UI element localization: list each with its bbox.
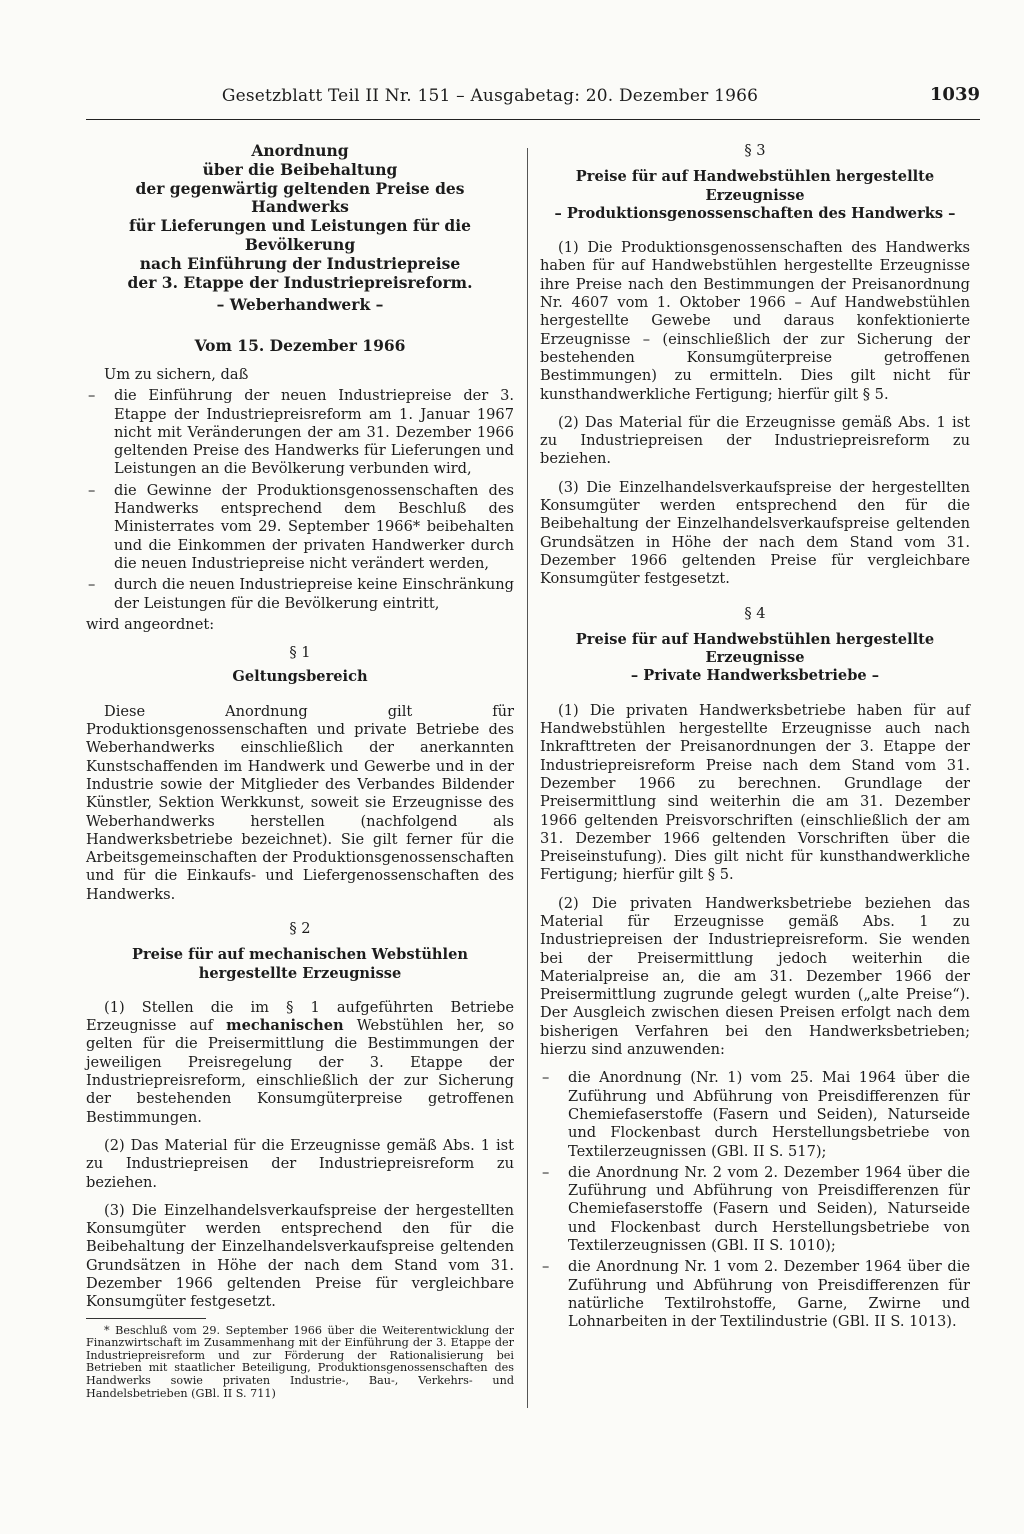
heading-line: – Produktionsgenossenschaften des Handwerks – — [554, 204, 956, 222]
list-item: – durch die neuen Industriepreise keine Einschränkung der Leistungen für die Bevölkerung eintritt, — [86, 576, 514, 613]
section-3-para-2: (2) Das Material für die Erzeugnisse gemäß Abs. 1 ist zu Industriepreisen der Industriepreisreform zu beziehen. — [540, 413, 970, 468]
title-line: Anordnung — [251, 141, 349, 160]
section-4-heading — [540, 631, 970, 686]
intro-text: Um zu sichern, daß — [104, 365, 249, 383]
page-number: 1039 — [929, 84, 980, 105]
heading-line: hergestellte Erzeugnisse — [198, 964, 402, 982]
section-3-number: § 3 — [744, 142, 766, 159]
document-date: Vom 15. Dezember 1966 — [194, 336, 406, 356]
footnote-rule — [86, 1318, 206, 1319]
title-line: nach Einführung der Industriepreise — [139, 253, 461, 273]
document-subtitle: – Weberhandwerk – — [216, 295, 384, 315]
column-divider — [527, 148, 528, 1408]
text-run: Webstühlen her, so gelten für die Preisermittlung die Bestimmungen der jeweiligen Preisregelung der 3. Etappe der Industriepreisreform, einschließlich der zur Sicherung der bestehenden Konsumgüterpreise getroffenen Bestimmungen. — [86, 1017, 514, 1126]
page-header — [90, 86, 980, 116]
running-header: Gesetzblatt Teil II Nr. 151 – Ausgabetag: 20. Dezember 1966 — [221, 86, 759, 106]
section-4-para-1: (1) Die privaten Handwerksbetriebe haben für auf Handwebstühlen hergestellte Erzeugnisse auch nach Inkrafttreten der Preisanordnungen der 3. Etappe der Industriepreisreform Preise nach dem Stand vom 31. Dezember 1966 zu berechnen. Grundlage der Preisermittlung sind weiterhin die am 31. Dezember 1966 geltenden Preisvorschriften (einschließlich der am 31. Dezember 1966 geltenden Vorschriften über die Preiseinstufung). Dies gilt nicht für kunsthandwerkliche Fertigung; hierfür gilt § 5. — [540, 701, 970, 884]
list-item: – die Einführung der neuen Industriepreise der 3. Etappe der Industriepreisreform am 1. Januar 1967 nicht mit Veränderungen der am 31. Dezember 1966 geltenden Preise des Handwerks für Lieferungen und Leistungen an die Bevölkerung verbunden wird, — [86, 387, 514, 478]
text-run: (1) Stellen die im § 1 aufgeführten Betriebe Erzeugnisse auf — [86, 998, 514, 1035]
section-3-heading — [540, 168, 970, 223]
list-item: – die Gewinne der Produktionsgenossenschaften des Handwerks entsprechend dem Beschluß des Ministerrates vom 29. September 1966* beibehalten und die Einkommen der privaten Handwerker durch die neuen Industriepreise nicht verändert werden, — [86, 482, 514, 573]
section-3-para-1: (1) Die Produktionsgenossenschaften des Handwerks haben für auf Handwebstühlen hergestellte Erzeugnisse ihre Preise nach den Bestimmungen der Preisanordnung Nr. 4607 vom 1. Oktober 1966 – Auf Handwebstühlen hergestellte Gewebe und daraus konfektionierte Erzeugnisse – (einschließlich der zur Sicherung der bestehenden Konsumgüterpreise getroffenen Bestimmungen) zu ermitteln. Dies gilt nicht für kunsthandwerkliche Fertigung; hierfür gilt § 5. — [540, 239, 970, 403]
right-column — [540, 142, 970, 1335]
title-line: der gegenwärtig geltenden Preise des Handwerks — [135, 178, 465, 217]
left-column — [86, 142, 514, 1400]
heading-line: – Private Handwerksbetriebe – — [630, 667, 880, 685]
section-1-text: Diese Anordnung gilt für Produktionsgenossenschaften und private Betriebe des Weberhandwerks einschließlich der anerkannten Kunstschaffenden im Handwerk und Gewerbe und in der Industrie sowie der Mitglieder des Verbandes Bildender Künstler, Sektion Werkkunst, soweit sie Erzeugnisse des Weberhandwerks herstellen (nachfolgend als Handwerksbetriebe bezeichnet). Sie gilt ferner für die Arbeitsgemeinschaften der Produktionsgenossenschaften und für die Einkaufs- und Liefergenossenschaften des Handwerks. — [86, 702, 514, 903]
title-line: über die Beibehaltung — [202, 159, 398, 179]
section-2-number: § 2 — [289, 919, 311, 937]
section-4-para-2: (2) Die privaten Handwerksbetriebe beziehen das Material für Erzeugnisse gemäß Abs. 1 zu Industriepreisen der Industriepreisreform. Sie wenden bei der Preisermittlung jedoch weiterhin die Materialpreise an, die am 31. Dezember 1966 der Preisermittlung zugrunde gelegt wurden („alte Preise“). Der Ausgleich zwischen diesen Preisen erfolgt nach dem bisherigen Verfahren bei den Handwerksbetrieben; hierzu sind anzuwenden: — [540, 894, 970, 1059]
intro-list — [86, 387, 514, 613]
section-3-para-3: (3) Die Einzelhandelsverkaufspreise der hergestellten Konsumgüter werden entsprechend den für die Beibehaltung der Einzelhandelsverkaufspreise geltenden Grundsätzen in Höhe der nach dem Stand vom 31. Dezember 1966 geltenden Preise für vergleichbare Konsumgüter festgesetzt. — [540, 478, 970, 588]
section-1-heading: Geltungsbereich — [232, 668, 368, 686]
heading-line: Preise für auf Handwebstühlen hergestellte — [575, 168, 935, 186]
section-2-para-1 — [86, 999, 514, 1127]
section-2-heading — [86, 946, 514, 983]
heading-line: Preise für auf mechanischen Webstühlen — [132, 946, 468, 964]
heading-line: Erzeugnisse — [705, 649, 805, 667]
heading-line: Preise für auf Handwebstühlen hergestellte — [575, 630, 935, 648]
text-run-bold: mechanischen — [226, 1017, 344, 1035]
ordered-text: wird angeordnet: — [86, 615, 215, 633]
title-line: für Lieferungen und Leistungen für die Bevölkerung — [128, 216, 472, 254]
list-item: – die Anordnung (Nr. 1) vom 25. Mai 1964 über die Zuführung und Abführung von Preisdifferenzen für Chemiefaserstoffe (Fasern und Seiden), Naturseide und Flockenbast durch Herstellungsbetriebe von Textilerzeugnissen (GBl. II S. 517); — [540, 1069, 970, 1160]
list-item: – die Anordnung Nr. 2 vom 2. Dezember 1964 über die Zuführung und Abführung von Preisdifferenzen für Chemiefaserstoffe (Fasern und Seiden), Naturseide und Flockenbast durch Herstellungsbetriebe von Textilerzeugnissen (GBl. II S. 1010); — [540, 1164, 970, 1255]
heading-line: Erzeugnisse — [705, 186, 805, 204]
header-rule — [86, 119, 980, 120]
section-2-para-3: (3) Die Einzelhandelsverkaufspreise der hergestellten Konsumgüter werden entsprechend den für die Beibehaltung der Einzelhandelsverkaufspreise geltenden Grundsätzen in Höhe der nach dem Stand vom 31. Dezember 1966 geltenden Preise für vergleichbare Konsumgüter festgesetzt. — [86, 1201, 514, 1311]
regulation-list — [540, 1069, 970, 1331]
title-line: der 3. Etappe der Industriepreisreform. — [127, 272, 473, 292]
list-item: – die Anordnung Nr. 1 vom 2. Dezember 1964 über die Zuführung und Abführung von Preisdifferenzen für natürliche Textilrohstoffe, Garne, Zwirne und Lohnarbeiten in der Textilindustrie (GBl. II S. 1013). — [540, 1258, 970, 1331]
document-title — [86, 142, 514, 292]
section-1-number: § 1 — [289, 644, 311, 662]
footnote: * Beschluß vom 29. September 1966 über die Weiterentwicklung der Finanzwirtschaft im Zusammenhang mit der Einführung der 3. Etappe der Industriepreisreform und zur Förderung der Rationalisierung bei Betrieben mit staatlicher Beteiligung, Produktionsgenossenschaften des Handwerks sowie privaten Industrie-, Bau-, Verkehrs- und Handelsbetrieben (GBl. II S. 711) — [86, 1323, 514, 1400]
section-2-para-2: (2) Das Material für die Erzeugnisse gemäß Abs. 1 ist zu Industriepreisen der Industriepreisreform zu beziehen. — [86, 1136, 514, 1191]
section-4-number: § 4 — [744, 604, 766, 622]
